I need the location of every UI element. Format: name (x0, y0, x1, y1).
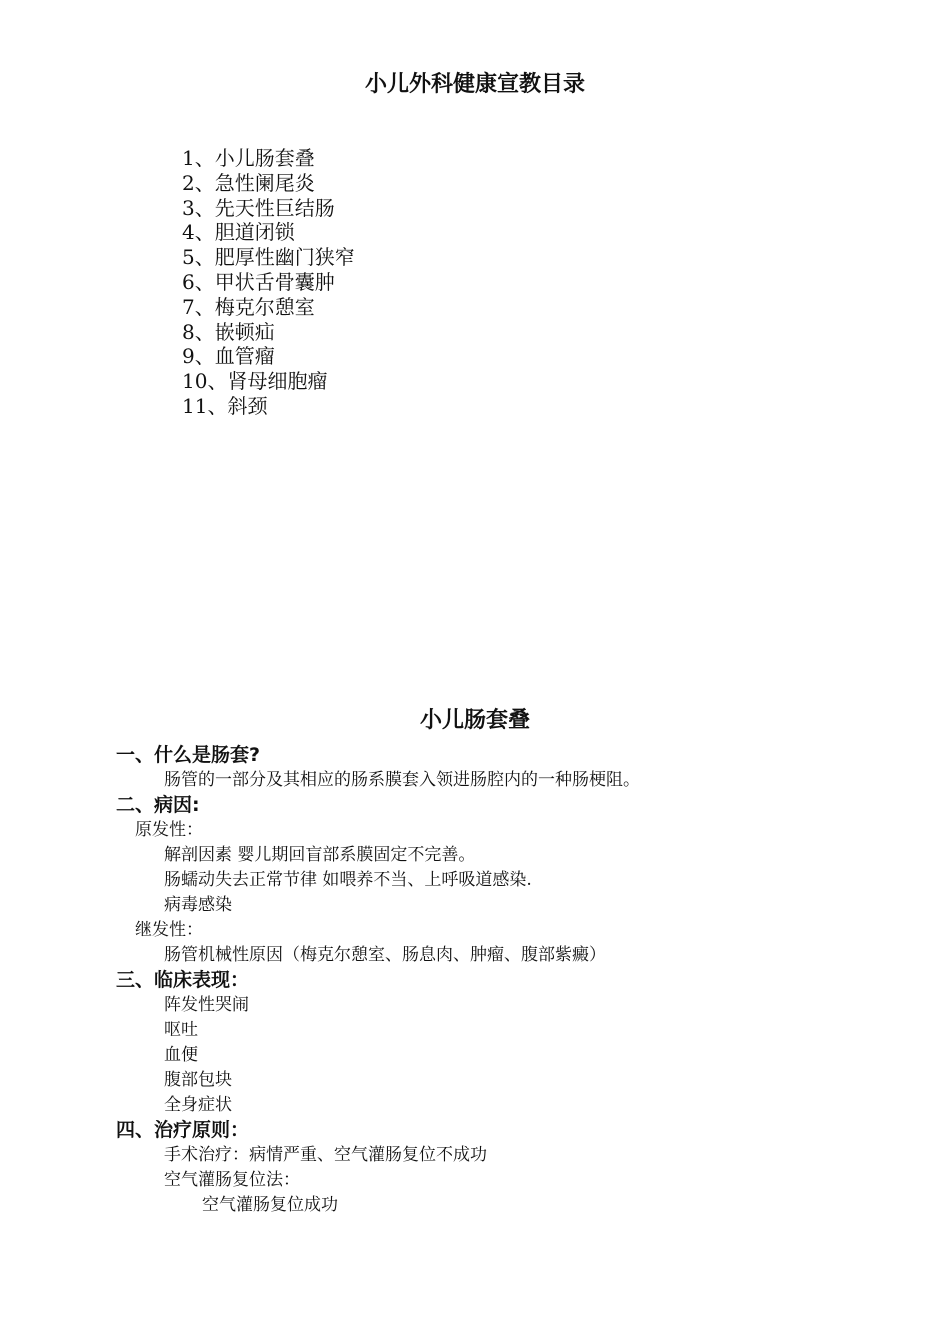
symptom-item: 全身症状 (164, 1095, 232, 1115)
symptom-item: 血便 (164, 1045, 198, 1065)
secondary-cause-label: 继发性： (135, 920, 203, 940)
symptom-item: 呕吐 (164, 1020, 198, 1040)
treatment-item: 空气灌肠复位法： (164, 1170, 300, 1190)
toc-item: 2、急性阑尾炎 (182, 170, 315, 195)
toc-item: 4、胆道闭锁 (182, 220, 295, 245)
symptom-item: 阵发性哭闹 (164, 995, 249, 1015)
cause-item: 肠管机械性原因（梅克尔憩室、肠息肉、肿瘤、腹部紫癜） (164, 945, 606, 965)
definition-text: 肠管的一部分及其相应的肠系膜套入领进肠腔内的一种肠梗阻。 (164, 770, 640, 790)
section-heading: 三、临床表现： (116, 969, 250, 991)
symptom-item: 腹部包块 (164, 1070, 232, 1090)
section-heading: 二、病因: (116, 794, 200, 816)
toc-item: 1、小儿肠套叠 (182, 146, 315, 170)
primary-cause-label: 原发性： (135, 820, 203, 840)
toc-item: 11、斜颈 (182, 393, 268, 418)
article-body (116, 743, 876, 1218)
treatment-item: 手术治疗：病情严重、空气灌肠复位不成功 (164, 1145, 487, 1165)
toc-title: 小儿外科健康宣教目录 (364, 72, 585, 97)
cause-item: 肠蠕动失去正常节律 如喂养不当、上呼吸道感染. (164, 870, 532, 890)
toc-item: 8、嵌顿疝 (182, 319, 275, 344)
section-heading: 一、什么是肠套? (116, 744, 261, 766)
toc-item: 6、甲状舌骨囊肿 (182, 269, 335, 294)
cause-item: 解剖因素 婴儿期回盲部系膜固定不完善。 (164, 845, 476, 865)
cause-item: 病毒感染 (164, 895, 232, 915)
toc-item: 3、先天性巨结肠 (182, 195, 335, 220)
article-title: 小儿肠套叠 (419, 708, 530, 733)
section-heading: 四、治疗原则： (116, 1119, 250, 1141)
treatment-sub-item: 空气灌肠复位成功 (202, 1195, 338, 1215)
toc-item: 5、肥厚性幽门狭窄 (182, 245, 355, 270)
toc-item: 10、肾母细胞瘤 (182, 369, 328, 394)
toc-list (182, 146, 355, 419)
toc-item: 7、梅克尔憩室 (182, 294, 315, 319)
toc-item: 9、血管瘤 (182, 344, 275, 369)
